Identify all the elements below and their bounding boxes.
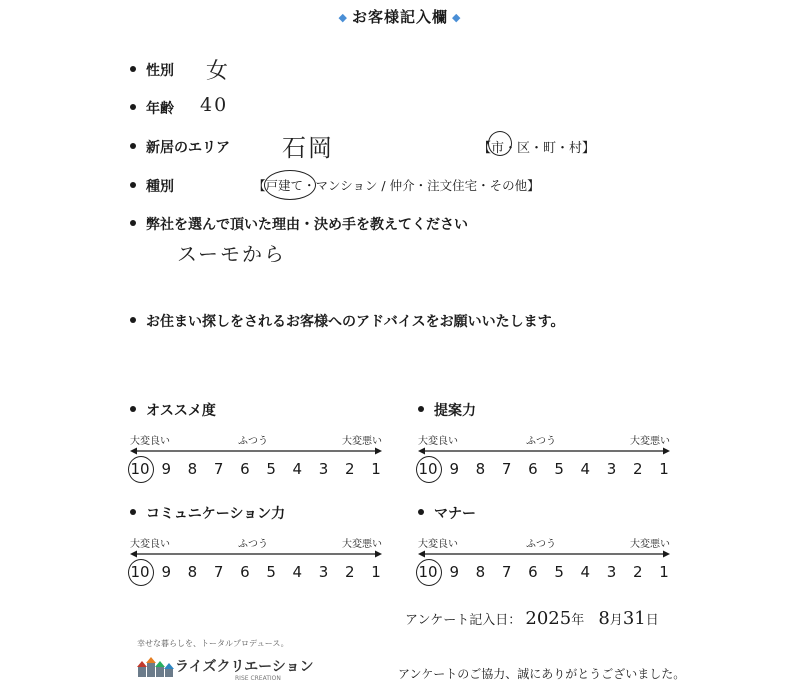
rating-label: 提案力 — [434, 403, 476, 419]
arrow-right-icon — [375, 448, 382, 455]
scale-label-normal: ふつう — [238, 539, 268, 550]
scale-option[interactable]: 7 — [501, 460, 512, 478]
scale-option[interactable]: 3 — [318, 563, 329, 581]
scale-option[interactable]: 2 — [632, 563, 643, 581]
title-text: お客様記入欄 — [351, 8, 448, 26]
scale-label-good: 大変良い — [418, 539, 458, 550]
scale-arrow-line — [418, 549, 670, 559]
arrow-left-icon — [130, 448, 137, 455]
date-day[interactable]: 31 — [622, 608, 646, 629]
scale-label-good: 大変良い — [130, 539, 170, 550]
scale-arrow-line — [418, 446, 670, 456]
answer-area[interactable]: 石岡 — [282, 134, 334, 162]
house-body — [156, 667, 164, 677]
selection-circle — [128, 456, 154, 483]
question-gender — [130, 60, 174, 80]
scale-option[interactable]: 3 — [606, 460, 617, 478]
question-label: お住まい探しをされるお客様へのアドバイスをお願いいたします。 — [146, 314, 565, 330]
scale-option[interactable]: 8 — [475, 563, 486, 581]
scale-option[interactable]: 1 — [371, 563, 381, 581]
scale-option[interactable]: 10 — [418, 460, 438, 478]
question-advice — [130, 311, 564, 331]
bullet-icon — [130, 406, 136, 412]
logo-name: ライズクリエーション — [175, 659, 314, 675]
house-roof — [146, 657, 156, 663]
scale-option[interactable]: 4 — [292, 460, 303, 478]
selection-circle — [264, 170, 316, 200]
scale-label-bad: 大変悪い — [630, 436, 670, 447]
arrow-right-icon — [663, 551, 670, 558]
arrow-left-icon — [130, 551, 137, 558]
scale-option[interactable]: 1 — [371, 460, 381, 478]
scale-option[interactable]: 5 — [266, 563, 276, 581]
bullet-icon — [130, 220, 136, 226]
scale-option[interactable]: 10 — [130, 460, 150, 478]
scale-option[interactable]: 3 — [606, 563, 617, 581]
scale-option[interactable]: 8 — [187, 563, 198, 581]
logo-tagline: 幸せな暮らしを、トータルプロデュース。 — [137, 639, 289, 648]
scale-option[interactable]: 9 — [449, 460, 459, 478]
rating-title — [130, 400, 216, 420]
scale-label-normal: ふつう — [238, 436, 268, 447]
scale-option[interactable]: 5 — [554, 563, 564, 581]
scale-label-normal: ふつう — [526, 539, 556, 550]
arrow-right-icon — [663, 448, 670, 455]
day-unit: 日 — [645, 613, 659, 628]
house-body — [147, 663, 155, 677]
diamond-icon: ◆ — [338, 11, 348, 24]
scale-option[interactable]: 5 — [554, 460, 564, 478]
scale-option[interactable]: 9 — [449, 563, 459, 581]
scale-label-good: 大変良い — [418, 436, 458, 447]
scale-option[interactable]: 6 — [240, 460, 250, 478]
date-label: アンケート記入日： — [405, 613, 522, 628]
house-body — [165, 669, 173, 677]
bullet-icon — [130, 182, 136, 188]
house-roof — [137, 661, 147, 667]
rating-title — [130, 503, 285, 523]
selection-circle — [488, 131, 512, 156]
scale-option[interactable]: 8 — [187, 460, 198, 478]
scale-option[interactable]: 2 — [344, 563, 355, 581]
bullet-icon — [130, 143, 136, 149]
scale-option[interactable]: 1 — [659, 563, 669, 581]
company-logo — [137, 638, 314, 688]
answer-gender[interactable]: 女 — [206, 59, 231, 84]
logo-sub: RISE CREATION — [235, 675, 281, 682]
scale-label-bad: 大変悪い — [342, 539, 382, 550]
bullet-icon — [130, 509, 136, 515]
month-unit: 月 — [609, 613, 623, 628]
scale-numbers — [130, 460, 382, 482]
selection-circle — [416, 456, 442, 483]
house-roof — [164, 663, 174, 669]
scale-label-bad: 大変悪い — [630, 539, 670, 550]
scale-option[interactable]: 6 — [240, 563, 250, 581]
bullet-icon — [418, 406, 424, 412]
thanks-message: アンケートのご協力、誠にありがとうございました。 — [398, 667, 686, 681]
scale-arrow-line — [130, 446, 382, 456]
arrow-left-icon — [418, 551, 425, 558]
scale-option[interactable]: 7 — [213, 460, 224, 478]
scale-option[interactable]: 4 — [292, 563, 303, 581]
answer-reason[interactable]: スーモから — [177, 242, 286, 266]
scale-option[interactable]: 2 — [344, 460, 355, 478]
scale-option[interactable]: 6 — [528, 460, 538, 478]
selection-circle — [128, 559, 154, 586]
house-body — [138, 667, 146, 677]
rating-label: マナー — [434, 506, 476, 522]
question-label: 性別 — [146, 63, 174, 79]
question-reason — [130, 214, 468, 234]
arrow-right-icon — [375, 551, 382, 558]
scale-option[interactable]: 10 — [418, 563, 438, 581]
selection-circle — [416, 559, 442, 586]
date-month[interactable]: 8 — [598, 608, 610, 629]
scale-label-normal: ふつう — [526, 436, 556, 447]
question-label: 新居のエリア — [146, 140, 230, 156]
year-unit: 年 — [571, 613, 585, 628]
scale-option[interactable]: 8 — [475, 460, 486, 478]
scale-label-good: 大変良い — [130, 436, 170, 447]
question-type — [130, 176, 174, 196]
bullet-icon — [418, 509, 424, 515]
scale-numbers — [418, 460, 670, 482]
arrow-left-icon — [418, 448, 425, 455]
scale-label-bad: 大変悪い — [342, 436, 382, 447]
answer-age[interactable]: 40 — [200, 94, 229, 116]
scale-arrow-line — [130, 549, 382, 559]
bullet-icon — [130, 104, 136, 110]
date-year[interactable]: 2025 — [525, 608, 572, 629]
house-roof — [155, 661, 165, 667]
question-age — [130, 98, 174, 118]
question-label: 年齢 — [146, 101, 174, 117]
question-label: 弊社を選んで頂いた理由・決め手を教えてください — [146, 217, 468, 233]
question-label: 種別 — [146, 179, 174, 195]
bullet-icon — [130, 66, 136, 72]
scale-option[interactable]: 4 — [580, 563, 591, 581]
scale-option[interactable]: 3 — [318, 460, 329, 478]
scale-option[interactable]: 7 — [501, 563, 512, 581]
bullet-icon — [130, 317, 136, 323]
form-title — [0, 6, 800, 27]
type-options[interactable]: 【戸建て・マンション / 仲介・注文住宅・その他】 — [253, 178, 540, 193]
rating-label: コミュニケーション力 — [146, 506, 286, 522]
diamond-icon: ◆ — [452, 11, 462, 24]
scale-option[interactable]: 10 — [130, 563, 150, 581]
houses-icon — [137, 651, 175, 679]
scale-numbers — [130, 563, 382, 585]
rating-title — [418, 503, 476, 523]
area-options[interactable]: 【市・区・町・村】 — [478, 141, 596, 156]
survey-date — [405, 608, 659, 629]
scale-option[interactable]: 5 — [266, 460, 276, 478]
scale-numbers — [418, 563, 670, 585]
scale-option[interactable]: 9 — [161, 460, 171, 478]
scale-option[interactable]: 7 — [213, 563, 224, 581]
rating-label: オススメ度 — [146, 403, 216, 419]
scale-option[interactable]: 4 — [580, 460, 591, 478]
question-area — [130, 137, 230, 157]
scale-option[interactable]: 2 — [632, 460, 643, 478]
scale-option[interactable]: 9 — [161, 563, 171, 581]
scale-option[interactable]: 1 — [659, 460, 669, 478]
scale-option[interactable]: 6 — [528, 563, 538, 581]
rating-title — [418, 400, 476, 420]
